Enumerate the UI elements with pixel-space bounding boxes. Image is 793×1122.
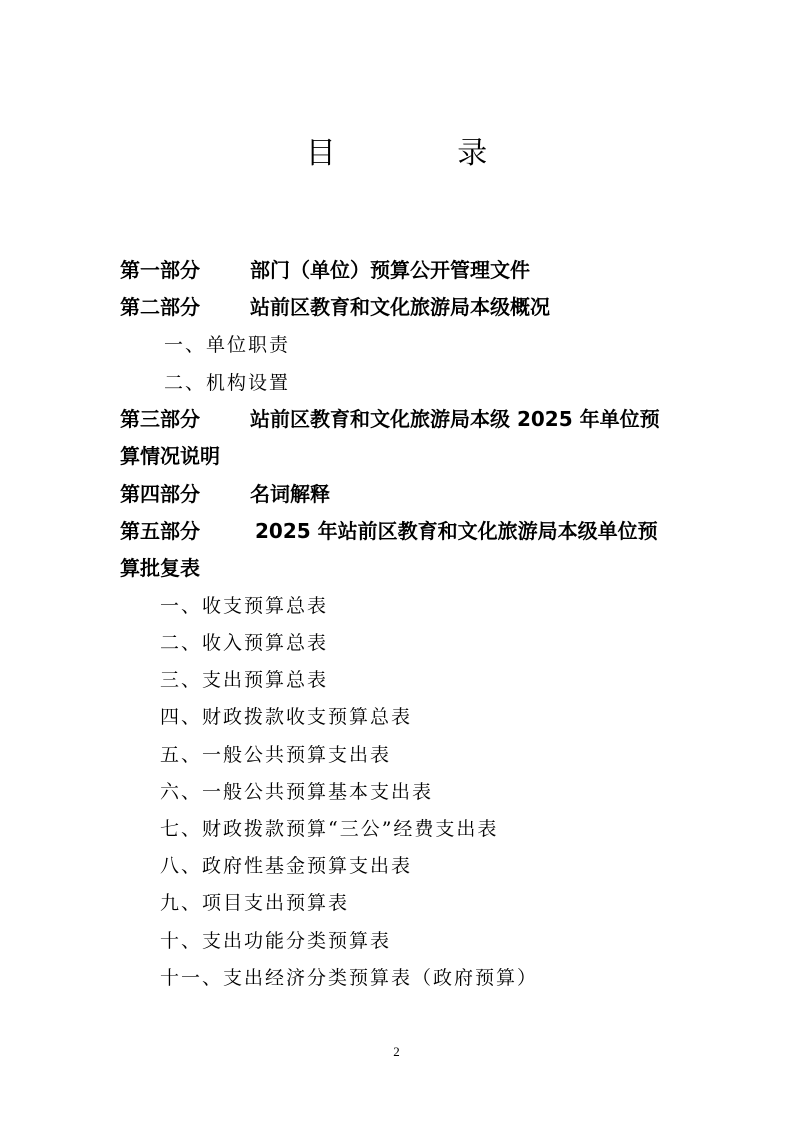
toc-sub-item[interactable]: 七、财政拨款预算“三公”经费支出表: [160, 818, 499, 840]
toc-part-label: 第三部分: [120, 407, 200, 431]
toc-sub-item[interactable]: 四、财政拨款收支预算总表: [160, 706, 413, 728]
page-number: 2: [393, 1044, 400, 1059]
toc-part-2[interactable]: [120, 293, 550, 321]
toc-part-continuation[interactable]: 算情况说明: [120, 444, 220, 468]
toc-sub-item[interactable]: 一、收支预算总表: [160, 595, 329, 617]
toc-part-label: 第一部分: [120, 258, 200, 282]
toc-sub-item[interactable]: 八、政府性基金预算支出表: [160, 855, 413, 877]
toc-sub-item[interactable]: 九、项目支出预算表: [160, 892, 350, 914]
toc-part-continuation[interactable]: 算批复表: [120, 556, 200, 580]
toc-sub-item[interactable]: 二、机构设置: [164, 372, 291, 394]
toc-part-5[interactable]: [120, 517, 658, 545]
toc-part-text: 部门（单位）预算公开管理文件: [250, 258, 530, 282]
toc-part-label: 第四部分: [120, 482, 200, 506]
toc-part-4[interactable]: [120, 480, 330, 508]
page-title: 目 录: [305, 136, 544, 171]
toc-sub-item[interactable]: 十、支出功能分类预算表: [160, 930, 392, 952]
toc-sub-item[interactable]: 六、一般公共预算基本支出表: [160, 781, 434, 803]
toc-sub-item[interactable]: 二、收入预算总表: [160, 632, 329, 654]
toc-part-text: 站前区教育和文化旅游局本级概况: [250, 295, 550, 319]
toc-sub-item[interactable]: 一、单位职责: [164, 334, 291, 356]
toc-part-3[interactable]: [120, 405, 660, 433]
toc-part-label: 第二部分: [120, 295, 200, 319]
toc-sub-item[interactable]: 十一、支出经济分类预算表（政府预算）: [160, 967, 539, 989]
toc-part-label: 第五部分: [120, 519, 200, 543]
toc-part-1[interactable]: [120, 256, 530, 284]
toc-part-text: 2025 年站前区教育和文化旅游局本级单位预: [255, 519, 658, 543]
toc-part-text: 名词解释: [250, 482, 330, 506]
toc-part-text: 站前区教育和文化旅游局本级 2025 年单位预: [250, 407, 660, 431]
toc-sub-item[interactable]: 三、支出预算总表: [160, 669, 329, 691]
toc-sub-item[interactable]: 五、一般公共预算支出表: [160, 744, 392, 766]
